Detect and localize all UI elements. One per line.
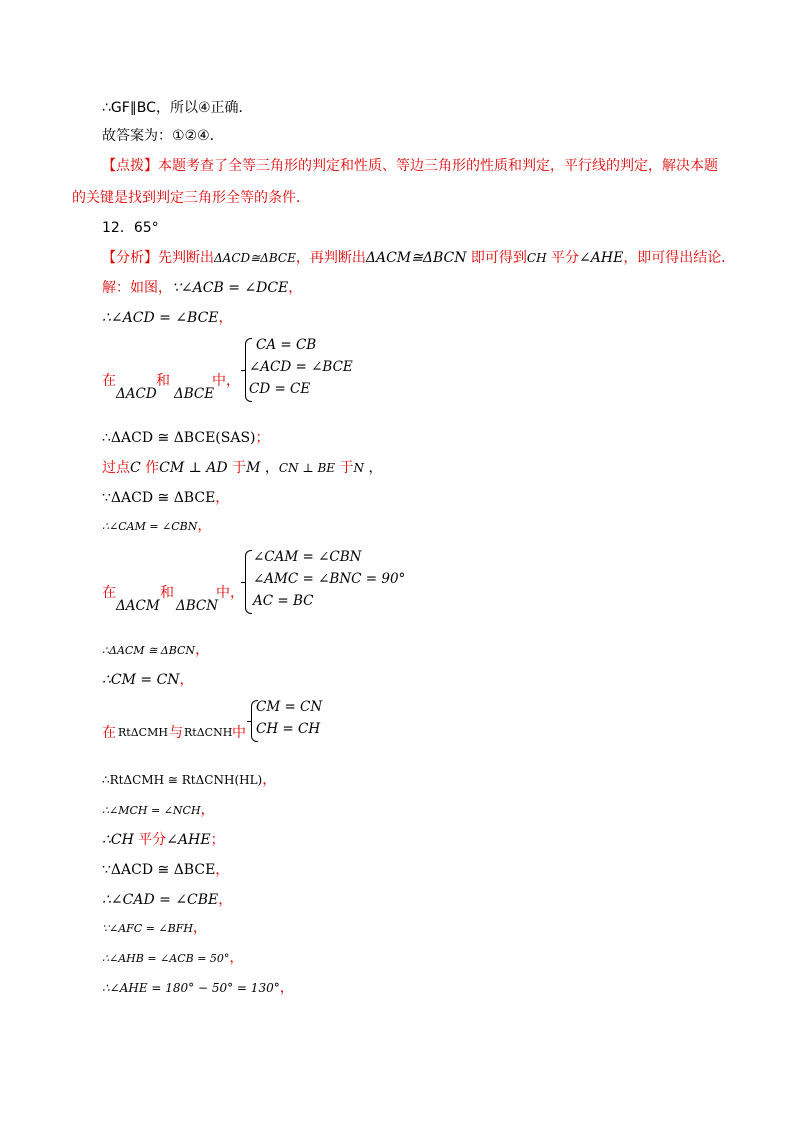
line-answer: 故答案为：①②④．: [102, 128, 224, 144]
punct: ，: [218, 310, 233, 326]
math-expr: ∴ΔACD ≅ ΔBCE(SAS): [102, 430, 256, 446]
solution-text: 解：如图，: [102, 280, 172, 296]
line-angle-afc: [102, 918, 207, 939]
punct: ，: [229, 950, 244, 966]
math-expr: ∴∠AHE = 180° − 50° = 130°: [102, 981, 280, 995]
math-expr: ∴ΔACM ≅ ΔBCN: [102, 644, 196, 657]
analysis-text: 平分: [551, 250, 580, 266]
text: 于: [339, 460, 354, 476]
system-label: 中: [232, 725, 246, 741]
line-angle-mch: [102, 800, 215, 821]
punct: ，: [368, 460, 383, 476]
analysis-text: ，再判断出: [295, 250, 366, 266]
math-expr: ∴∠MCH = ∠NCH: [102, 804, 201, 817]
line-congruent-acd-bce: [102, 428, 270, 448]
triangle-name: ΔBCE: [174, 386, 215, 402]
system-equation: CA = CB: [256, 337, 317, 353]
line-angle-cam: [102, 516, 211, 537]
punct: ，: [262, 772, 277, 788]
math-expr: CN ⊥ BE: [278, 461, 336, 475]
line-angle-cad: [102, 890, 232, 910]
line-comment-2: 的关键是找到判定三角形全等的条件．: [72, 190, 310, 206]
line-ch-bisects: [102, 830, 225, 850]
punct: ，: [200, 802, 215, 818]
line-analysis: [102, 248, 735, 268]
text: 过点: [102, 460, 130, 476]
line-congruent-acm-bcn: [102, 640, 209, 661]
line-cm-cn: [102, 670, 194, 690]
punct: ，: [264, 460, 279, 476]
triangle-name: ΔACD: [116, 386, 157, 402]
math-expr: ∴CM = CN: [102, 672, 180, 688]
system-equation: ∠AMC = ∠BNC = 90°: [253, 571, 406, 587]
math-expr: M: [246, 460, 261, 476]
punct: ，: [197, 518, 212, 534]
analysis-text: 即可得到: [470, 250, 527, 266]
math-expr: CM ⊥ AD: [159, 460, 228, 476]
analysis-text: 先判断出: [158, 250, 214, 266]
punct: ，: [195, 642, 210, 658]
math-expr: ∠AHE: [579, 250, 624, 266]
text: 作: [145, 460, 160, 476]
math-expr: ∠AHE: [166, 832, 211, 848]
text: 于: [232, 460, 247, 476]
punct: ，: [218, 892, 233, 908]
triangle-name: ΔBCN: [176, 598, 219, 614]
math-expr: ∴∠CAM = ∠CBN: [102, 520, 198, 533]
text: 平分: [138, 832, 167, 848]
triangle-name: ΔACM: [116, 598, 160, 614]
analysis-text: ，即可得出结论．: [623, 250, 736, 266]
line-comment-1: 【点拨】本题考查了全等三角形的判定和性质、等边三角形的性质和判定，平行线的判定，解决本题: [102, 158, 718, 174]
math-expr: ∵∠AFC = ∠BFH: [102, 922, 193, 935]
math-expr: ∴RtΔCMH ≅ RtΔCNH(HL): [102, 773, 263, 787]
system-equation: ∠ACD = ∠BCE: [249, 359, 353, 375]
math-expr: C: [130, 460, 141, 476]
analysis-tag: 【分析】: [102, 250, 158, 266]
line-angle-ahb: [102, 948, 243, 969]
line-perpendiculars: [102, 458, 382, 478]
triangle-name: RtΔCNH: [184, 726, 233, 739]
punct: ，: [215, 862, 230, 878]
system-label: 在: [102, 373, 116, 389]
punct: ，: [179, 672, 194, 688]
system-equation: CM = CN: [256, 699, 323, 715]
math-expr: ΔACD≅ΔBCE: [214, 251, 296, 265]
math-expr: ∵ΔACD ≅ ΔBCE: [102, 862, 216, 878]
system-label: 中，: [216, 585, 244, 601]
math-expr: ∵∠ACB = ∠DCE: [172, 280, 289, 296]
system-label: 与: [169, 725, 183, 741]
system-label: 和: [160, 585, 174, 601]
math-expr: ∴CH: [102, 832, 134, 848]
system-label: 和: [156, 373, 170, 389]
math-expr: ∴∠AHB = ∠ACB = 50°: [102, 952, 230, 965]
math-expr: ΔACM≅ΔBCN: [365, 250, 467, 266]
math-expr: N: [353, 461, 365, 475]
punct: ；: [210, 832, 225, 848]
punct: ，: [279, 980, 294, 996]
punct: ，: [215, 490, 230, 506]
triangle-name: RtΔCMH: [118, 726, 168, 739]
line-question-12: 12．65°: [102, 220, 159, 236]
math-expr: ∴∠ACD = ∠BCE: [102, 310, 219, 326]
line-since-congruent-2: [102, 860, 229, 880]
line-angle-acd: [102, 308, 233, 328]
punct: ，: [192, 920, 207, 936]
left-brace: [245, 550, 252, 614]
system-equation: AC = BC: [253, 593, 314, 609]
system-equation: ∠CAM = ∠CBN: [253, 549, 362, 565]
system-label: 在: [102, 585, 116, 601]
system-label: 在: [102, 725, 116, 741]
line-angle-ahe: [102, 978, 294, 998]
system-label: 中，: [212, 373, 240, 389]
math-expr: CH: [526, 251, 547, 265]
line-gf-parallel: ∴GF∥BC，所以④正确．: [102, 100, 253, 116]
math-expr: ∴∠CAD = ∠CBE: [102, 892, 219, 908]
math-expr: ∵ΔACD ≅ ΔBCE: [102, 490, 216, 506]
punct: ；: [255, 430, 270, 446]
line-rt-congruent: [102, 770, 276, 790]
line-solution-start: [102, 278, 302, 298]
system-equation: CD = CE: [249, 381, 311, 397]
system-equation: CH = CH: [256, 721, 321, 737]
line-since-congruent: [102, 488, 229, 508]
punct: ，: [288, 280, 303, 296]
